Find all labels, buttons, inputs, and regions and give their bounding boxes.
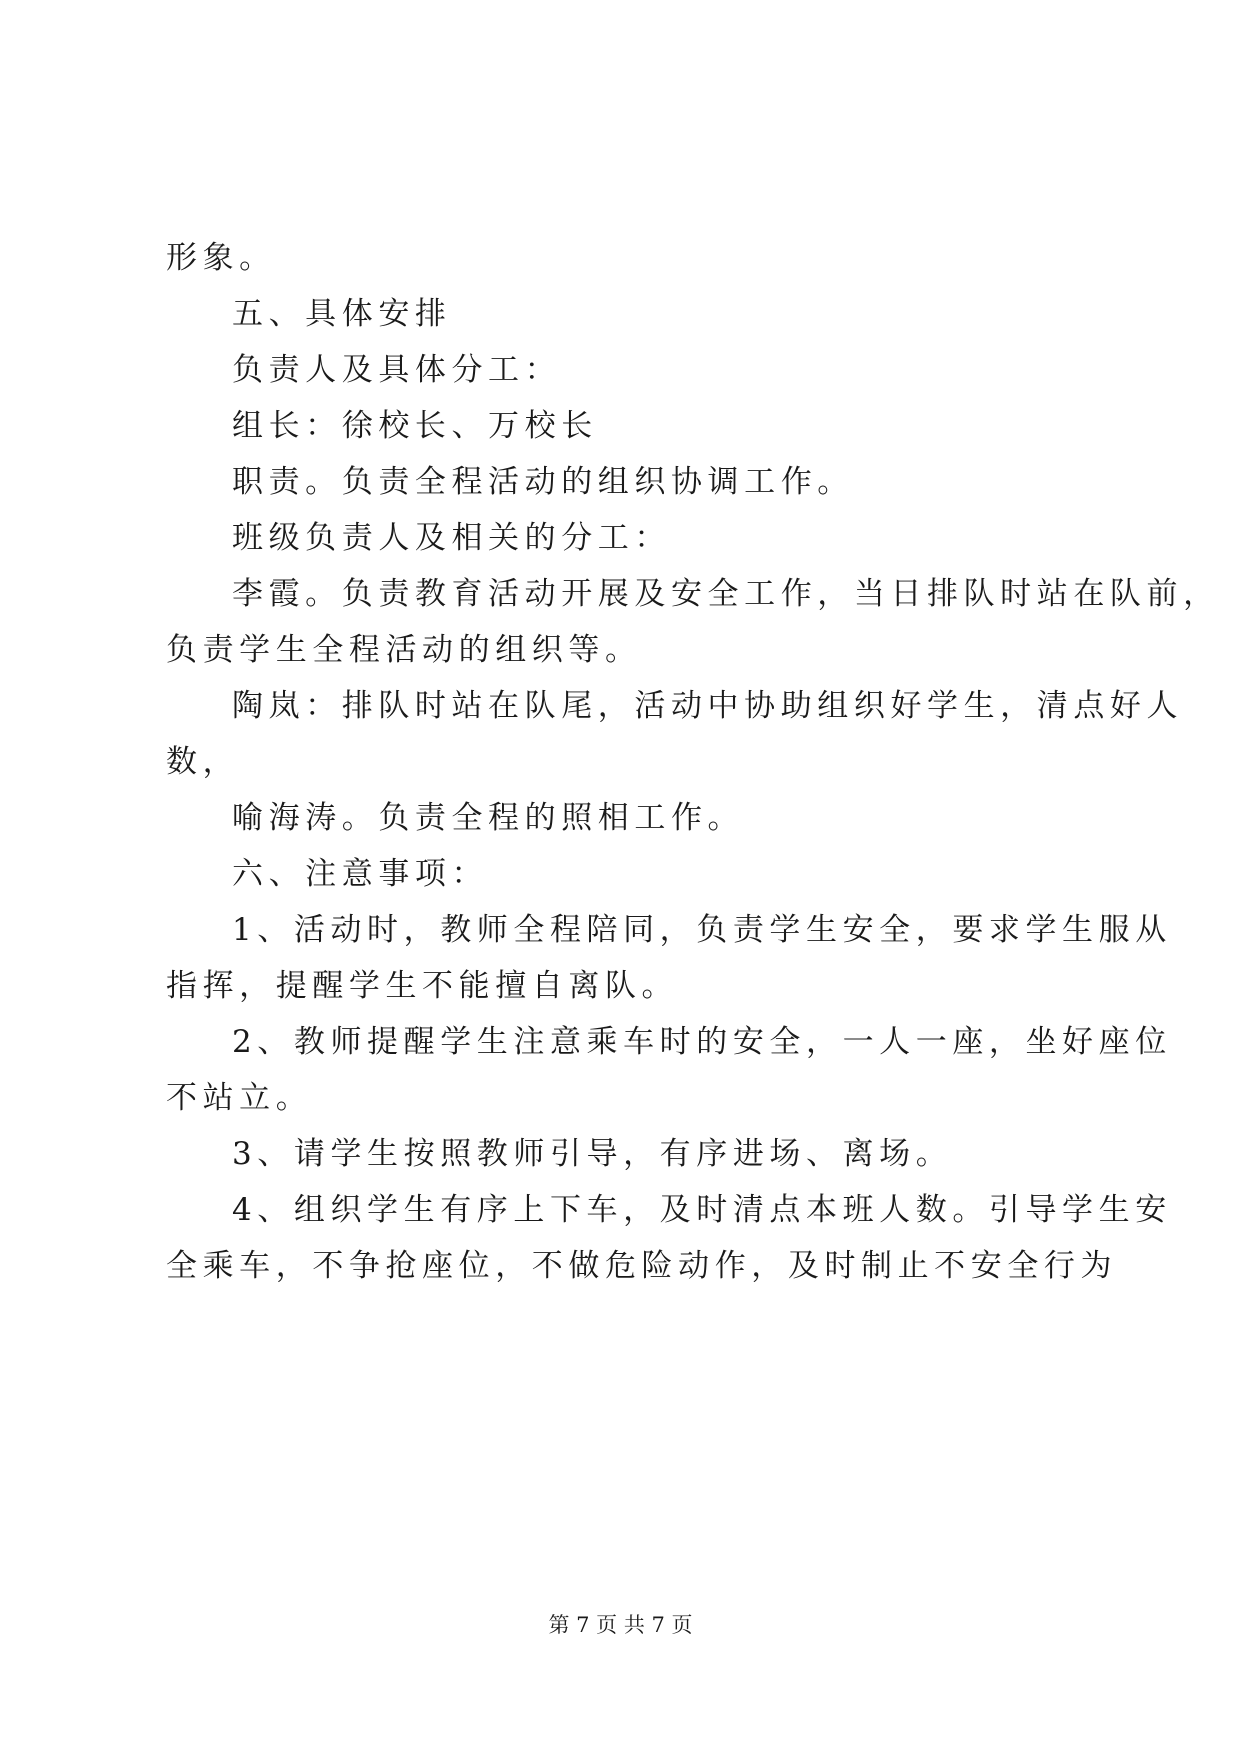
section-heading: 六、注意事项： — [232, 856, 489, 892]
list-item: 2、教师提醒学生注意乘车时的安全，一人一座，坐好座位 — [232, 1024, 1172, 1060]
text-line: 陶岚：排队时站在队尾，活动中协助组织好学生，清点好人 — [232, 688, 1184, 724]
document-body — [166, 230, 1220, 1294]
list-item: 4、组织学生有序上下车，及时清点本班人数。引导学生安 — [232, 1192, 1172, 1228]
page-footer: 第 7 页 共 7 页 — [548, 1613, 693, 1637]
text-line: 形象。 — [166, 240, 276, 276]
text-line: 喻海涛。负责全程的照相工作。 — [232, 800, 745, 836]
text-line: 不站立。 — [166, 1080, 313, 1116]
text-line: 李霞。负责教育活动开展及安全工作，当日排队时站在队前， — [232, 576, 1220, 612]
text-line: 负责学生全程活动的组织等。 — [166, 632, 642, 668]
section-heading: 五、具体安排 — [232, 296, 452, 332]
list-item: 1、活动时，教师全程陪同，负责学生安全，要求学生服从 — [232, 912, 1172, 948]
text-line: 全乘车，不争抢座位，不做危险动作，及时制止不安全行为 — [166, 1248, 1118, 1284]
list-item: 3、请学生按照教师引导，有序进场、离场。 — [232, 1136, 953, 1172]
text-line: 指挥，提醒学生不能擅自离队。 — [166, 968, 679, 1004]
text-line: 负责人及具体分工： — [232, 352, 562, 388]
text-line: 职责。负责全程活动的组织协调工作。 — [232, 464, 854, 500]
text-line: 数， — [166, 744, 240, 780]
text-line: 班级负责人及相关的分工： — [232, 520, 671, 556]
text-line: 组长：徐校长、万校长 — [232, 408, 598, 444]
